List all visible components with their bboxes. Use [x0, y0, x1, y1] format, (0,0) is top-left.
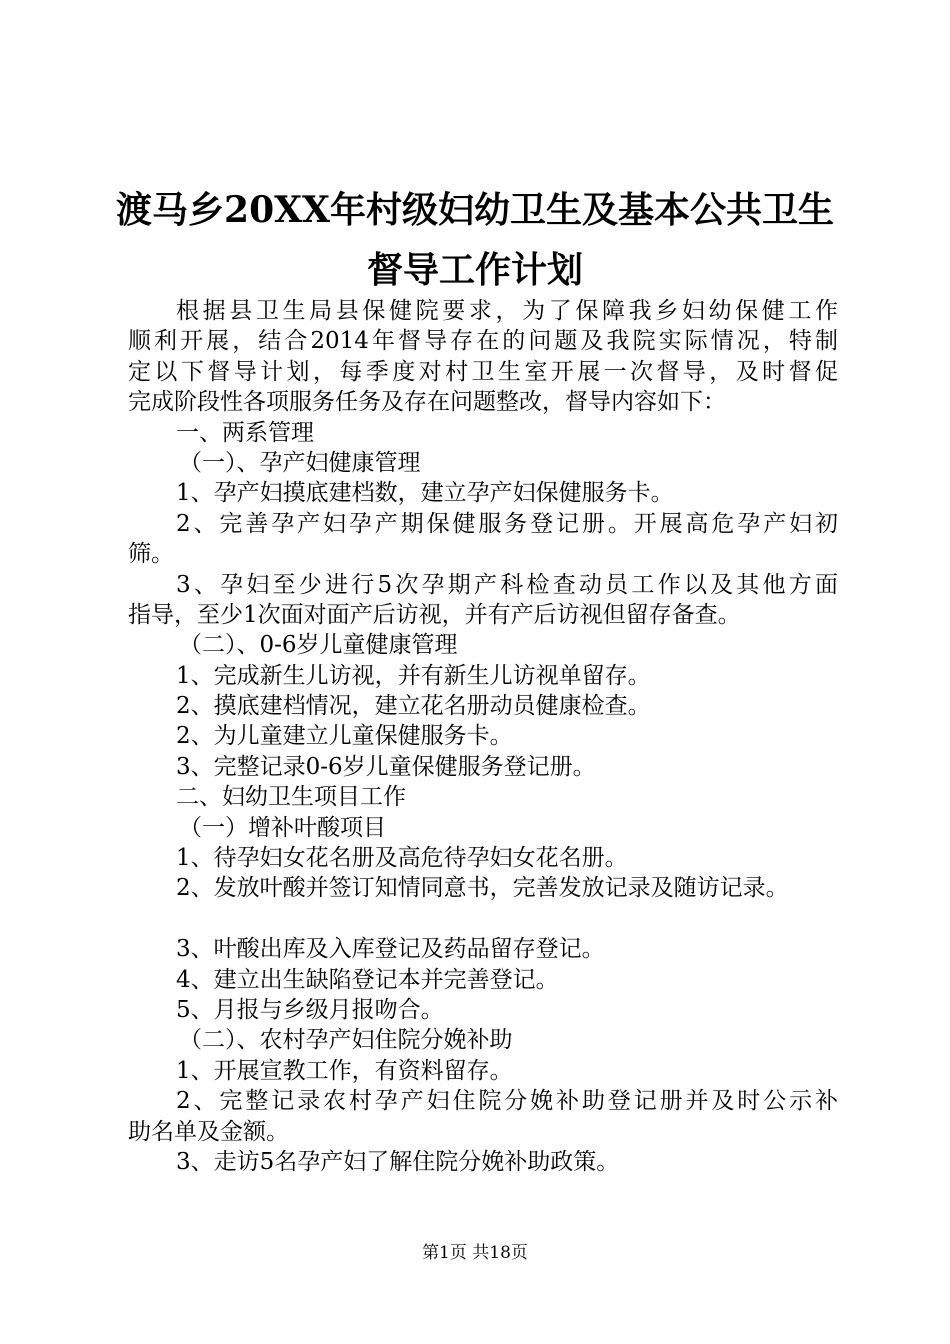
list-item: 3、叶酸出库及入库登记及药品留存登记。: [176, 936, 605, 963]
list-item: 2、摸底建档情况，建立花名册动员健康检查。: [176, 693, 651, 720]
document-title-line2: 督导工作计划: [366, 249, 583, 291]
list-item: 1、待孕妇女花名册及高危待孕妇女花名册。: [176, 845, 628, 872]
list-item: 1、开展宣教工作，有资料留存。: [176, 1057, 513, 1084]
page-footer: 第1页 共18页: [422, 1243, 528, 1263]
subsection-heading: （一）、孕产妇健康管理: [179, 449, 421, 476]
section-heading: 一、两系管理: [176, 419, 314, 446]
list-item: 3、走访5名孕产妇了解住院分娩补助政策。: [176, 1148, 620, 1175]
body-line: 完成阶段性各项服务任务及存在问题整改，督导内容如下：: [128, 389, 726, 416]
blank-line: [128, 904, 838, 934]
list-item: 1、完成新生儿访视，并有新生儿访视单留存。: [176, 662, 651, 689]
list-item-continuation: 指导，至少1次面对面产后访视，并有产后访视但留存备查。: [128, 601, 741, 628]
list-item: 2、完整记录农村孕产妇住院分娩补助登记册并及时公示补: [176, 1088, 838, 1115]
list-item: 2、发放叶酸并签订知情同意书，完善发放记录及随访记录。: [176, 875, 789, 902]
subsection-heading: （一）增补叶酸项目: [179, 814, 386, 841]
list-item: 3、孕妇至少进行5次孕期产科检查动员工作以及其他方面: [176, 571, 838, 598]
body-line: 顺利开展，结合2014年督导存在的问题及我院实际情况，特制: [128, 328, 838, 355]
list-item: 3、完整记录0-6岁儿童保健服务登记册。: [176, 753, 596, 780]
list-item: 1、孕产妇摸底建档数，建立孕产妇保健服务卡。: [176, 480, 674, 507]
list-item-continuation: 助名单及金额。: [128, 1118, 289, 1145]
list-item: 4、建立出生缺陷登记本并完善登记。: [176, 966, 559, 993]
body-line: 根据县卫生局县保健院要求，为了保障我乡妇幼保健工作: [176, 298, 838, 324]
subsection-heading: （二）、农村孕产妇住院分娩补助: [179, 1027, 513, 1054]
document-body: [128, 296, 838, 1177]
section-heading: 二、妇幼卫生项目工作: [176, 784, 406, 811]
subsection-heading: （二）、0-6岁儿童健康管理: [179, 632, 458, 659]
list-item: 2、完善孕产妇孕产期保健服务登记册。开展高危孕产妇初: [176, 510, 838, 537]
list-item: 5、月报与乡级月报吻合。: [176, 996, 444, 1023]
document-title-line1: 渡马乡20XX年村级妇幼卫生及基本公共卫生: [116, 189, 834, 231]
body-line: 定以下督导计划，每季度对村卫生室开展一次督导，及时督促: [128, 358, 838, 385]
list-item: 2、为儿童建立儿童保健服务卡。: [176, 723, 513, 750]
list-item-continuation: 筛。: [128, 541, 174, 568]
